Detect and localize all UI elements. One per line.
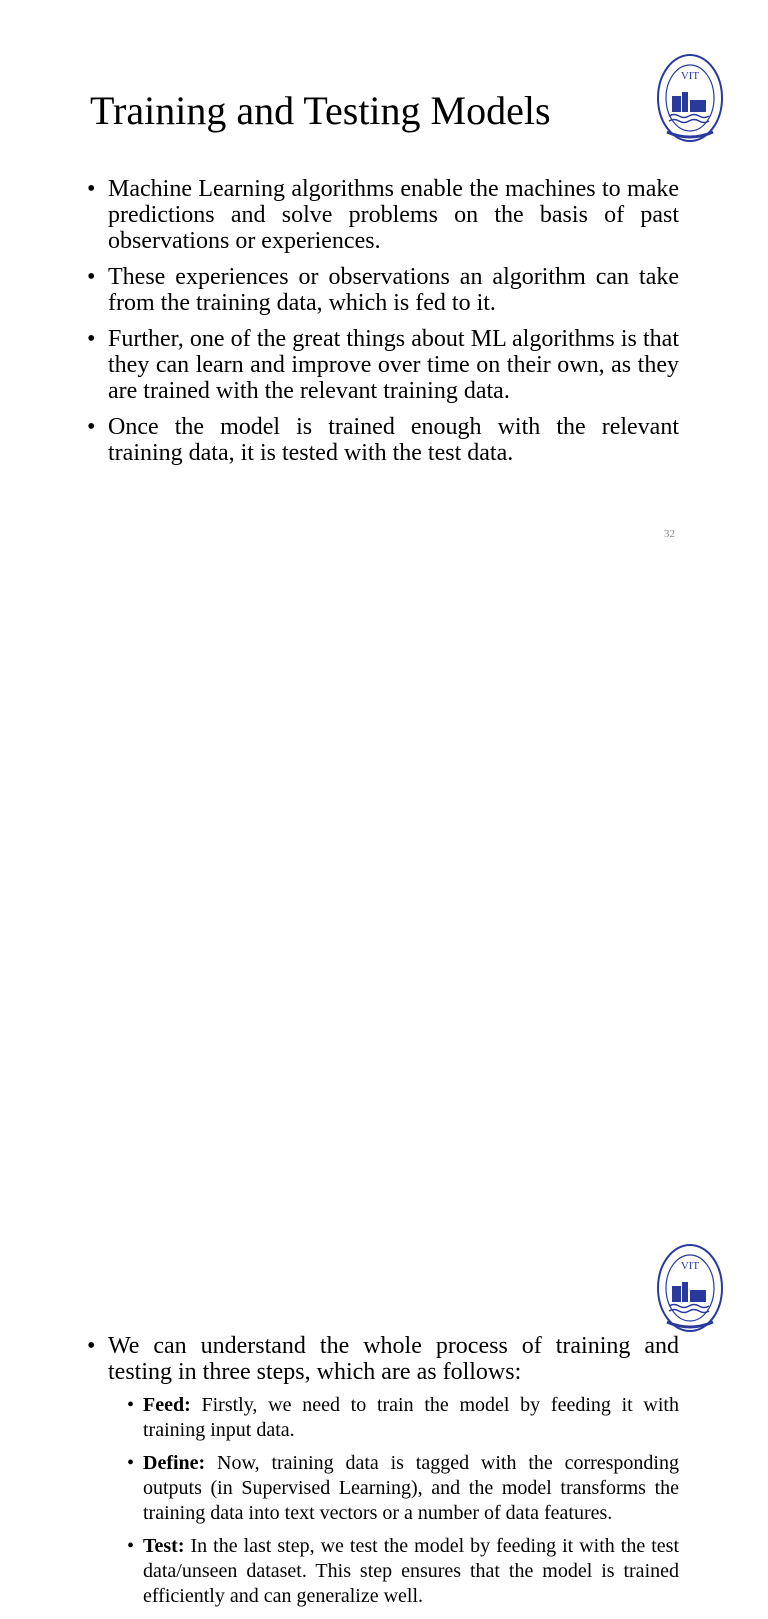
- logo-text: VIT: [680, 70, 700, 82]
- bullet-item: [87, 326, 679, 404]
- step-item-define: [108, 1451, 679, 1526]
- vit-emblem-icon: [657, 54, 723, 142]
- vit-logo: [657, 54, 723, 142]
- bullet-icon: •: [87, 1333, 96, 1359]
- bullet-text: Once the model is trained enough with the relevant training data, it is tested with the test data.: [108, 414, 679, 466]
- bullet-icon: •: [87, 176, 96, 202]
- step-text: Now, training data is tagged with the corresponding outputs (in Supervised Learning), and the model transforms the training data into text vectors or a number of data features.: [143, 1452, 679, 1524]
- page-number: 32: [664, 528, 675, 540]
- bullet-text: Machine Learning algorithms enable the machines to make predictions and solve problems on the basis of past observations or experiences.: [108, 176, 679, 254]
- step-item-test: [108, 1534, 679, 1609]
- bullet-list: [87, 1333, 679, 1619]
- bullet-text: Further, one of the great things about ML algorithms is that they can learn and improve over time on their own, as they are trained with the relevant training data.: [108, 326, 679, 404]
- bullet-icon: •: [87, 264, 96, 290]
- step-term: Test:: [143, 1535, 185, 1557]
- vit-logo: [657, 1244, 723, 1332]
- step-list: [108, 1393, 679, 1609]
- bullet-icon: •: [127, 1394, 135, 1416]
- step-text: Firstly, we need to train the model by feeding it with training input data.: [143, 1394, 679, 1441]
- bullet-item: [87, 176, 679, 254]
- bullet-text: These experiences or observations an algorithm can take from the training data, which is fed to it.: [108, 264, 679, 316]
- bullet-icon: •: [127, 1452, 135, 1474]
- bullet-item: [87, 414, 679, 466]
- step-item-feed: [108, 1393, 679, 1443]
- bullet-item: [87, 264, 679, 316]
- bullet-icon: •: [87, 326, 96, 352]
- step-text: In the last step, we test the model by feeding it with the test data/unseen dataset. This step ensures that the model is trained efficiently and can generalize well.: [143, 1535, 679, 1607]
- logo-text: VIT: [680, 1260, 700, 1272]
- bullet-text: We can understand the whole process of training and testing in three steps, which are as follows:: [108, 1333, 679, 1385]
- step-term: Feed:: [143, 1394, 191, 1416]
- slide-title: Training and Testing Models: [90, 88, 551, 133]
- bullet-icon: •: [127, 1535, 135, 1557]
- step-term: Define:: [143, 1452, 206, 1474]
- vit-emblem-icon: [657, 1244, 723, 1332]
- slide-2: [0, 600, 768, 1607]
- slide-1: [0, 0, 768, 575]
- bullet-list: [87, 176, 679, 476]
- bullet-icon: •: [87, 414, 96, 440]
- bullet-item: [87, 1333, 679, 1609]
